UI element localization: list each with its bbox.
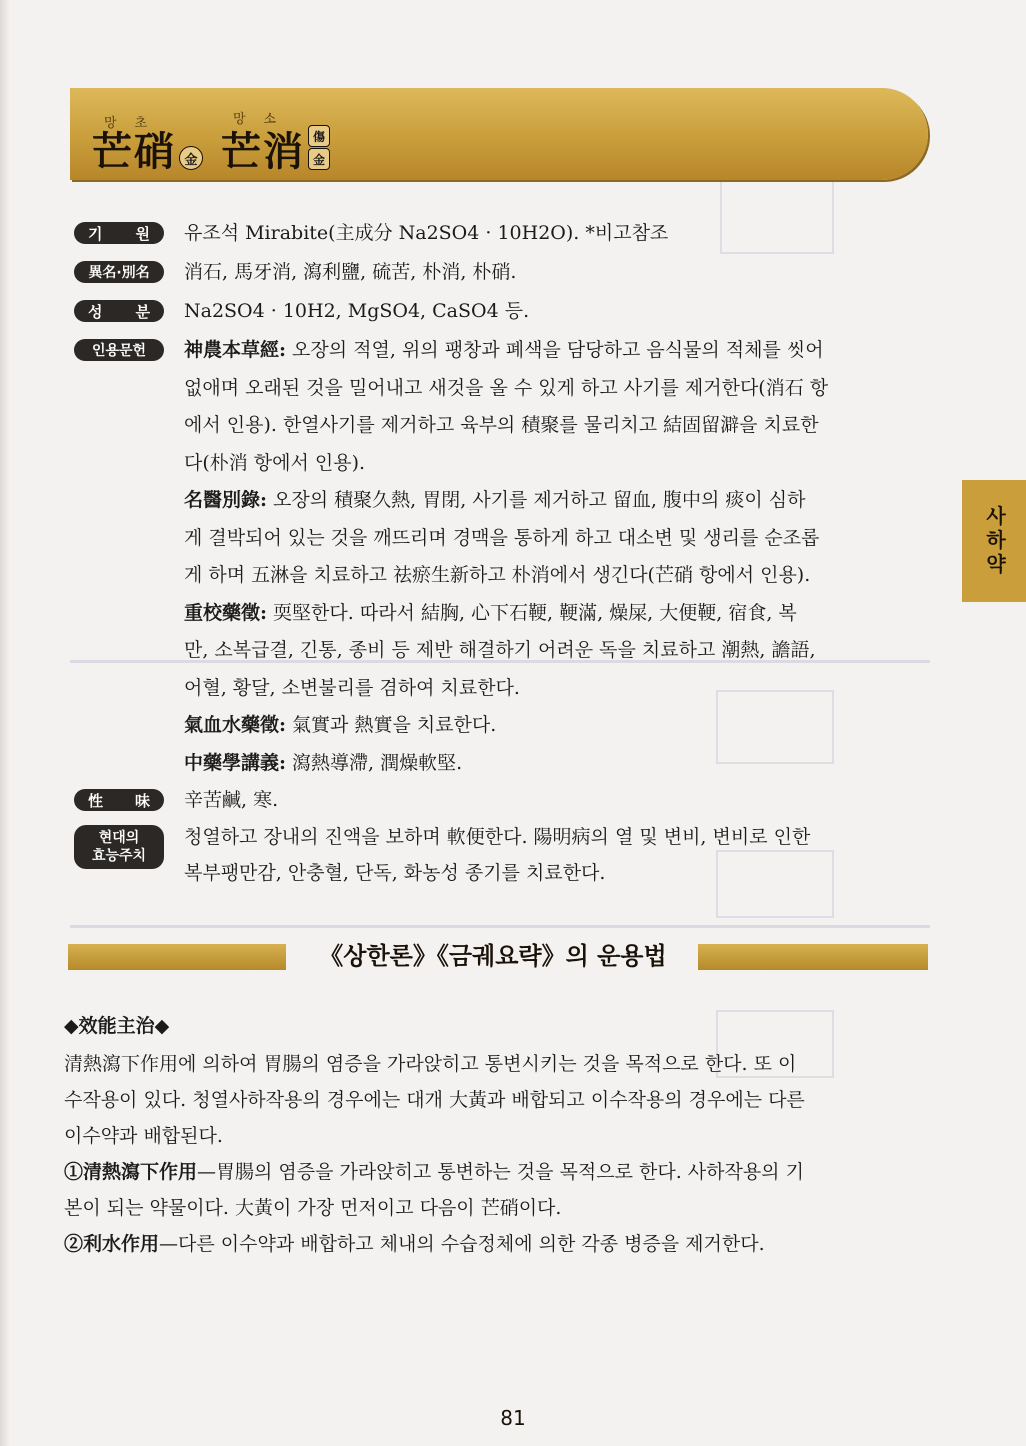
nature-text: 辛苦鹹, 寒.: [184, 789, 279, 811]
origin-text: 유조석 Mirabite(主成分 Na2SO4 · 10H2O). *비고참조: [184, 222, 669, 244]
line-text: 오장의 적열, 위의 팽창과 폐색을 담당하고 음식물의 적체를 씻어: [286, 339, 824, 361]
text-line: [184, 714, 496, 737]
title-banner: [70, 88, 928, 180]
text-line: [64, 1232, 765, 1256]
label-line: 효능주치: [91, 848, 147, 864]
label-nature: [74, 789, 164, 811]
drug-name-hanja: 芒消: [221, 128, 305, 175]
components-text: Na2SO4 · 10H2, MgSO4, CaSO4 등.: [184, 300, 530, 322]
line-text: 오장의 積聚久熱, 胃閉, 사기를 제거하고 留血, 腹中의 痰이 심하: [267, 489, 806, 511]
section-subheading: ◆效能主治◆: [64, 1015, 170, 1037]
chapter-side-tab: [962, 480, 1026, 602]
label-char: 기: [88, 224, 103, 243]
source-title: 氣血水藥徵:: [184, 714, 287, 736]
text-line: [184, 564, 810, 587]
text-line: [184, 452, 365, 475]
binding-shadow: [0, 0, 10, 1446]
ruby-reading: 망소: [233, 112, 295, 127]
line-text: 이수약과 배합된다.: [64, 1125, 223, 1147]
modern-line: 복부팽만감, 안충혈, 단독, 화농성 종기를 치료한다.: [184, 862, 606, 884]
source-title: 名醫別錄:: [184, 489, 268, 511]
source-title: 神農本草經:: [184, 339, 287, 361]
source-title: 重校藥徵:: [184, 601, 268, 624]
text-line: [184, 377, 828, 400]
ruby-reading: 망초: [104, 116, 166, 131]
source-title: 中藥學講義:: [184, 751, 287, 774]
page-number: 81: [500, 1406, 526, 1430]
side-tab-label: 사하약: [986, 504, 1006, 576]
text-line: [64, 1124, 223, 1148]
source-mark-badge: 金: [179, 146, 203, 170]
label-citations: 인용문헌: [74, 339, 164, 361]
label-char: 분: [135, 302, 150, 321]
line-text: 다(朴消 항에서 인용).: [184, 451, 366, 474]
drug-name-hanja: 芒硝: [92, 128, 176, 175]
line-text: —다른 이수약과 배합하고 체내의 수습정체에 의한 각종 병증을 제거한다.: [159, 1233, 765, 1255]
text-line: [184, 527, 819, 550]
line-text: 게 결박되어 있는 것을 깨뜨리며 경맥을 통하게 하고 대소변 및 생리를 순조롭: [184, 526, 820, 549]
line-text: 氣實과 熱實을 치료한다.: [286, 714, 497, 736]
text-line: [184, 752, 462, 775]
text-line: [184, 677, 520, 700]
modern-line: 청열하고 장내의 진액을 보하며 軟便한다. 陽明病의 열 및 변비, 변비로 인한: [184, 826, 811, 848]
line-text: 耎堅한다. 따라서 結胸, 心下石鞕, 鞕滿, 燥屎, 大便鞕, 宿食, 복: [267, 601, 797, 624]
text-line: [184, 339, 824, 362]
line-text: 만, 소복급결, 긴통, 종비 등 제반 해결하기 어려운 독을 치료하고 潮熱, 譫語,: [184, 639, 816, 661]
label-char: 성: [88, 302, 103, 321]
drug-name-secondary: [221, 108, 330, 176]
label-line: 현대의: [98, 830, 140, 846]
label-char: 味: [134, 791, 150, 810]
section-bar-right: [698, 944, 928, 970]
drug-name-primary: [92, 112, 203, 176]
source-mark-badge: 傷: [308, 125, 330, 147]
source-title: ②利水作用: [64, 1233, 160, 1255]
text-line: [184, 414, 819, 437]
section-bar-left: [68, 944, 286, 970]
line-text: 게 하며 五淋을 치료하고 祛瘀生新하고 朴消에서 생긴다(芒硝 항에서 인용).: [184, 564, 811, 586]
text-line: [184, 602, 797, 625]
text-line: [64, 1160, 804, 1184]
text-line: [64, 1088, 805, 1112]
line-text: 없애며 오래된 것을 밀어내고 새것을 올 수 있게 하고 사기를 제거한다(消石 항: [184, 376, 829, 399]
label-modern-efficacy: [74, 825, 164, 869]
line-text: 본이 되는 약물이다. 大黃이 가장 먼저이고 다음이 芒硝이다.: [64, 1197, 562, 1219]
bleed-through-rule: [70, 925, 930, 928]
bleed-through-box: [716, 690, 834, 764]
text-line: [64, 1052, 796, 1076]
label-aliases: 異名·別名: [74, 261, 164, 283]
text-line: [64, 1196, 561, 1220]
bleed-through-box: [716, 850, 834, 918]
line-text: 수작용이 있다. 청열사하작용의 경우에는 대개 大黃과 배합되고 이수작용의 경우에는 다른: [64, 1089, 805, 1111]
aliases-text: 消石, 馬牙消, 瀉利鹽, 硫苦, 朴消, 朴硝.: [184, 261, 517, 283]
section-title: 《상한론》《금궤요략》의 운용법: [319, 942, 667, 970]
line-text: 清熱瀉下作用에 의하여 胃腸의 염증을 가라앉히고 통변시키는 것을 목적으로 한다. 또 이: [64, 1053, 797, 1075]
label-char: 性: [88, 791, 104, 810]
text-line: [184, 489, 805, 512]
label-components: [74, 300, 164, 322]
source-title: ①清熱瀉下作用: [64, 1161, 198, 1183]
label-origin: [74, 222, 164, 244]
line-text: 어혈, 황달, 소변불리를 겸하여 치료한다.: [184, 676, 520, 699]
line-text: 에서 인용). 한열사기를 제거하고 육부의 積聚를 물리치고 結固留澼을 치료한: [184, 414, 819, 436]
label-char: 원: [135, 224, 150, 243]
text-line: [184, 639, 815, 662]
line-text: 瀉熱導滯, 潤燥軟堅.: [286, 751, 463, 774]
bleed-through-box: [720, 180, 834, 254]
line-text: —胃腸의 염증을 가라앉히고 통변하는 것을 목적으로 한다. 사하작용의 기: [197, 1161, 804, 1183]
source-mark-badge: 金: [308, 148, 330, 170]
